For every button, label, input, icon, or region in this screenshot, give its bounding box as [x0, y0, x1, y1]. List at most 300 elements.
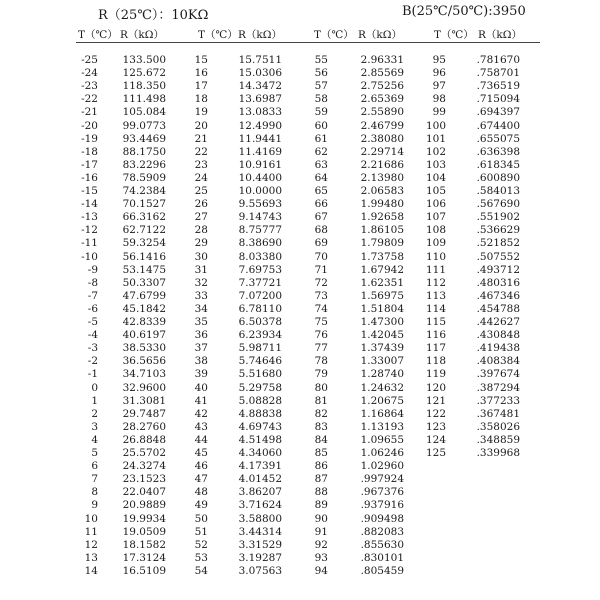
- resistance-cell: 1.73758: [360, 250, 404, 263]
- temp-cell: 68: [314, 224, 328, 237]
- temp-cell: 67: [314, 211, 328, 224]
- resistance-cell: 1.62351: [360, 276, 404, 289]
- temp-cell: 90: [314, 512, 328, 525]
- resistance-cell: 1.42045: [360, 329, 404, 342]
- temp-cell: 120: [425, 381, 446, 394]
- resistance-column-header: R（kΩ）: [478, 29, 522, 41]
- temp-cell: 73: [314, 289, 328, 302]
- resistance-cell: 25.5702: [122, 447, 166, 459]
- resistance-cell: .387294: [476, 381, 520, 394]
- resistance-cell: 111.498: [122, 93, 166, 106]
- temp-cell: 26: [194, 198, 208, 211]
- temp-cell: 71: [314, 263, 328, 276]
- temp-cell: 103: [425, 158, 446, 171]
- column-header-row: [0, 27, 600, 41]
- resistance-cell: .454788: [476, 302, 520, 315]
- resistance-cell: 78.5909: [122, 171, 166, 184]
- resistance-cell: .408384: [476, 355, 520, 368]
- resistance-cell: 2.46799: [360, 119, 404, 132]
- temp-cell: 14: [84, 564, 98, 577]
- resistance-cell: 1.51804: [360, 302, 404, 315]
- resistance-cell: 4.51498: [238, 433, 282, 446]
- resistance-cell: 4.17391: [238, 460, 282, 473]
- resistance-cell: 10.4400: [238, 171, 282, 184]
- temp-cell: 56: [314, 67, 328, 80]
- resistance-cell: .430848: [476, 329, 520, 342]
- temp-cell: 125: [425, 447, 446, 459]
- temp-cell: -25: [81, 54, 98, 66]
- resistance-cell: 1.33007: [360, 355, 404, 368]
- resistance-cell: 59.3254: [122, 237, 166, 250]
- resistance-cell: 4.34060: [238, 447, 282, 459]
- temp-cell: -7: [87, 289, 98, 302]
- temp-cell: -20: [81, 119, 98, 132]
- temp-cell: -9: [87, 263, 98, 276]
- temp-cell: 113: [425, 289, 446, 302]
- temp-cell: 45: [194, 447, 208, 459]
- temp-cell: 31: [194, 263, 208, 276]
- resistance-cell: .715094: [476, 93, 520, 106]
- temp-cell: 77: [314, 342, 328, 355]
- resistance-cell: 3.31529: [238, 538, 282, 551]
- resistance-cell: 26.8848: [122, 433, 166, 446]
- temp-cell: 53: [194, 551, 208, 564]
- temp-cell: 111: [425, 263, 446, 276]
- resistance-cell: 24.3274: [122, 460, 166, 473]
- temp-cell: 65: [314, 185, 328, 197]
- temp-cell: 99: [432, 106, 446, 119]
- temp-cell: 24: [194, 171, 208, 184]
- resistance-cell: 1.20675: [360, 394, 404, 407]
- resistance-cell: 8.03380: [238, 250, 282, 263]
- resistance-cell: 1.79809: [360, 237, 404, 250]
- resistance-cell: 2.65369: [360, 93, 404, 106]
- temp-cell: 10: [84, 512, 98, 525]
- resistance-cell: 18.1582: [122, 538, 166, 551]
- resistance-cell: .909498: [360, 512, 404, 525]
- resistance-cell: 3.07563: [238, 564, 282, 577]
- temp-cell: 91: [314, 525, 328, 538]
- temp-cell: 70: [314, 250, 328, 263]
- resistance-cell: 2.29714: [360, 145, 404, 158]
- temp-cell: 112: [425, 276, 446, 289]
- resistance-cell: 5.08828: [238, 394, 282, 407]
- temp-cell: 96: [432, 67, 446, 80]
- temp-cell: -8: [87, 276, 98, 289]
- temp-cell: 29: [194, 237, 208, 250]
- temp-cell: 1: [91, 394, 98, 407]
- resistance-cell: .377233: [476, 394, 520, 407]
- resistance-cell: 16.5109: [122, 564, 166, 577]
- resistance-cell: 3.71624: [238, 499, 282, 512]
- temp-cell: 37: [194, 342, 208, 355]
- temp-cell: 43: [194, 420, 208, 433]
- resistance-cell: 5.74646: [238, 355, 282, 368]
- resistance-cell: 93.4469: [122, 132, 166, 145]
- temp-cell: 97: [432, 80, 446, 93]
- temp-cell: 4: [91, 433, 98, 446]
- resistance-cell: 34.7103: [122, 368, 166, 381]
- temp-cell: 108: [425, 224, 446, 237]
- temp-cell: -24: [81, 67, 98, 80]
- resistance-cell: 99.0773: [122, 119, 166, 132]
- resistance-cell: 10.9161: [238, 158, 282, 171]
- temp-cell: 61: [314, 132, 328, 145]
- resistance-cell: 6.50378: [238, 316, 282, 328]
- temp-cell: 123: [425, 420, 446, 433]
- temp-cell: 92: [314, 538, 328, 551]
- resistance-cell: 12.4990: [238, 119, 282, 132]
- resistance-cell: 31.3081: [122, 394, 166, 407]
- temp-cell: 40: [194, 381, 208, 394]
- resistance-cell: .567690: [476, 198, 520, 211]
- temp-cell: 66: [314, 198, 328, 211]
- temp-cell: 9: [91, 499, 98, 512]
- resistance-cell: 7.37721: [238, 276, 282, 289]
- resistance-cell: .636398: [476, 145, 520, 158]
- temp-cell: 76: [314, 329, 328, 342]
- resistance-cell: 1.37439: [360, 342, 404, 355]
- temp-cell: 81: [314, 394, 328, 407]
- temp-cell: 82: [314, 407, 328, 420]
- temp-cell: 15: [194, 54, 208, 66]
- temp-cell: 101: [425, 132, 446, 145]
- temp-cell: -19: [81, 132, 98, 145]
- temp-cell: -21: [81, 106, 98, 119]
- temp-cell: -12: [81, 224, 98, 237]
- temp-cell: -11: [81, 237, 98, 250]
- temp-cell: 74: [314, 302, 328, 315]
- resistance-cell: 8.38690: [238, 237, 282, 250]
- temp-cell: 89: [314, 499, 328, 512]
- resistance-cell: .551902: [476, 211, 520, 224]
- resistance-cell: 105.084: [122, 106, 166, 119]
- temp-cell: 7: [91, 473, 98, 486]
- resistance-cell: .367481: [476, 407, 520, 420]
- resistance-cell: 1.99480: [360, 198, 404, 211]
- temp-cell: 116: [425, 329, 446, 342]
- temp-cell: 79: [314, 368, 328, 381]
- resistance-cell: 36.5656: [122, 355, 166, 368]
- resistance-cell: 118.350: [122, 80, 166, 93]
- temp-cell: 49: [194, 499, 208, 512]
- resistance-cell: 6.23934: [238, 329, 282, 342]
- resistance-cell: 88.1750: [122, 145, 166, 158]
- resistance-cell: .442627: [476, 316, 520, 328]
- temp-cell: 54: [194, 564, 208, 577]
- temp-cell: 107: [425, 211, 446, 224]
- resistance-column-header: R（kΩ）: [238, 29, 282, 41]
- temp-cell: 75: [314, 316, 328, 328]
- resistance-cell: 42.8339: [122, 316, 166, 328]
- resistance-cell: .521852: [476, 237, 520, 250]
- temp-cell: -14: [81, 198, 98, 211]
- resistance-cell: .419438: [476, 342, 520, 355]
- temp-cell: 114: [425, 302, 446, 315]
- resistance-cell: 2.75256: [360, 80, 404, 93]
- temp-cell: 23: [194, 158, 208, 171]
- temp-cell: 64: [314, 171, 328, 184]
- resistance-cell: 3.58800: [238, 512, 282, 525]
- temp-cell: 118: [425, 355, 446, 368]
- temp-cell: 62: [314, 145, 328, 158]
- resistance-cell: 19.0509: [122, 525, 166, 538]
- temp-cell: 27: [194, 211, 208, 224]
- temp-cell: 98: [432, 93, 446, 106]
- resistance-cell: .967376: [360, 486, 404, 499]
- temp-cell: 119: [425, 368, 446, 381]
- resistance-cell: 4.01452: [238, 473, 282, 486]
- resistance-cell: 1.24632: [360, 381, 404, 394]
- resistance-cell: 3.19287: [238, 551, 282, 564]
- resistance-column-header: R（kΩ）: [120, 29, 164, 41]
- resistance-cell: 66.3162: [122, 211, 166, 224]
- resistance-cell: 1.47300: [360, 316, 404, 328]
- temp-column-header: T（℃）: [198, 29, 238, 41]
- temp-cell: 28: [194, 224, 208, 237]
- resistance-cell: 50.3307: [122, 276, 166, 289]
- header-divider: [76, 42, 540, 43]
- temp-cell: 110: [425, 250, 446, 263]
- resistance-cell: 40.6197: [122, 329, 166, 342]
- temp-cell: 33: [194, 289, 208, 302]
- temp-cell: 95: [432, 54, 446, 66]
- temp-cell: 105: [425, 185, 446, 197]
- temp-cell: 100: [425, 119, 446, 132]
- resistance-cell: 2.96331: [360, 54, 404, 66]
- resistance-cell: .467346: [476, 289, 520, 302]
- resistance-cell: 47.6799: [122, 289, 166, 302]
- temp-cell: 2: [91, 407, 98, 420]
- temp-cell: 58: [314, 93, 328, 106]
- temp-cell: 57: [314, 80, 328, 93]
- beta-value-header: B(25℃/50℃):3950: [402, 4, 526, 19]
- resistance-cell: 62.7122: [122, 224, 166, 237]
- resistance-cell: 5.98711: [238, 342, 282, 355]
- resistance-cell: 11.9441: [238, 132, 282, 145]
- temp-cell: -17: [81, 158, 98, 171]
- temp-cell: 72: [314, 276, 328, 289]
- resistance-cell: .855630: [360, 538, 404, 551]
- temp-cell: -6: [87, 302, 98, 315]
- resistance-cell: 13.6987: [238, 93, 282, 106]
- temp-cell: 46: [194, 460, 208, 473]
- resistance-cell: .536629: [476, 224, 520, 237]
- temp-cell: 21: [194, 132, 208, 145]
- resistance-cell: 7.07200: [238, 289, 282, 302]
- temp-column-header: T（℃）: [78, 29, 118, 41]
- resistance-cell: 45.1842: [122, 302, 166, 315]
- resistance-cell: .600890: [476, 171, 520, 184]
- resistance-cell: 4.69743: [238, 420, 282, 433]
- temp-cell: 13: [84, 551, 98, 564]
- temp-cell: 0: [91, 381, 98, 394]
- resistance-cell: 1.16864: [360, 407, 404, 420]
- resistance-cell: 53.1475: [122, 263, 166, 276]
- resistance-cell: 56.1416: [122, 250, 166, 263]
- temp-cell: -3: [87, 342, 98, 355]
- resistance-cell: .358026: [476, 420, 520, 433]
- resistance-cell: 8.75777: [238, 224, 282, 237]
- temp-cell: 55: [314, 54, 328, 66]
- resistance-cell: 19.9934: [122, 512, 166, 525]
- temp-cell: 121: [425, 394, 446, 407]
- resistance-cell: .584013: [476, 185, 520, 197]
- resistance-cell: 1.09655: [360, 433, 404, 446]
- resistance-cell: 7.69753: [238, 263, 282, 276]
- resistance-cell: 5.51680: [238, 368, 282, 381]
- resistance-cell: .480316: [476, 276, 520, 289]
- temp-cell: 48: [194, 486, 208, 499]
- temp-cell: -4: [87, 329, 98, 342]
- temp-cell: 109: [425, 237, 446, 250]
- resistance-cell: 1.67942: [360, 263, 404, 276]
- temp-cell: 80: [314, 381, 328, 394]
- temp-cell: -16: [81, 171, 98, 184]
- resistance-cell: 29.7487: [122, 407, 166, 420]
- resistance-cell: 83.2296: [122, 158, 166, 171]
- temp-cell: 42: [194, 407, 208, 420]
- resistance-cell: .618345: [476, 158, 520, 171]
- temp-cell: 102: [425, 145, 446, 158]
- temp-cell: 50: [194, 512, 208, 525]
- temp-cell: -5: [87, 316, 98, 328]
- temp-cell: 51: [194, 525, 208, 538]
- temp-cell: 3: [91, 420, 98, 433]
- nominal-resistance-header: R（25℃）：10KΩ: [98, 8, 209, 23]
- temp-cell: 85: [314, 447, 328, 459]
- temp-cell: 16: [194, 67, 208, 80]
- temp-cell: 32: [194, 276, 208, 289]
- resistance-cell: 23.1523: [122, 473, 166, 486]
- temp-cell: 83: [314, 420, 328, 433]
- resistance-cell: 6.78110: [238, 302, 282, 315]
- temp-cell: 20: [194, 119, 208, 132]
- resistance-cell: .781670: [476, 54, 520, 66]
- resistance-cell: 32.9600: [122, 381, 166, 394]
- temp-cell: 93: [314, 551, 328, 564]
- temp-cell: 124: [425, 433, 446, 446]
- temp-cell: 36: [194, 329, 208, 342]
- resistance-cell: 11.4169: [238, 145, 282, 158]
- temp-cell: 6: [91, 460, 98, 473]
- temp-cell: 38: [194, 355, 208, 368]
- temp-cell: 41: [194, 394, 208, 407]
- resistance-cell: .655075: [476, 132, 520, 145]
- temp-cell: 34: [194, 302, 208, 315]
- temp-cell: 12: [84, 538, 98, 551]
- temp-cell: 8: [91, 486, 98, 499]
- temp-cell: -10: [81, 250, 98, 263]
- resistance-cell: 2.38080: [360, 132, 404, 145]
- resistance-cell: .694397: [476, 106, 520, 119]
- resistance-cell: 38.5330: [122, 342, 166, 355]
- resistance-cell: 20.9889: [122, 499, 166, 512]
- resistance-cell: 2.13980: [360, 171, 404, 184]
- temp-cell: -2: [87, 355, 98, 368]
- resistance-cell: .339968: [476, 447, 520, 459]
- temp-cell: 115: [425, 316, 446, 328]
- resistance-cell: 125.672: [122, 67, 166, 80]
- temp-cell: 35: [194, 316, 208, 328]
- temp-cell: 78: [314, 355, 328, 368]
- temp-cell: 88: [314, 486, 328, 499]
- temp-cell: 117: [425, 342, 446, 355]
- resistance-cell: .674400: [476, 119, 520, 132]
- resistance-cell: .997924: [360, 473, 404, 486]
- resistance-cell: 9.55693: [238, 198, 282, 211]
- resistance-cell: .397674: [476, 368, 520, 381]
- resistance-cell: 22.0407: [122, 486, 166, 499]
- resistance-cell: .805459: [360, 564, 404, 577]
- temp-cell: 18: [194, 93, 208, 106]
- resistance-cell: .493712: [476, 263, 520, 276]
- temp-cell: 30: [194, 250, 208, 263]
- resistance-cell: 5.29758: [238, 381, 282, 394]
- resistance-cell: .937916: [360, 499, 404, 512]
- resistance-cell: 1.28740: [360, 368, 404, 381]
- temp-cell: 11: [84, 525, 98, 538]
- resistance-cell: 1.86105: [360, 224, 404, 237]
- temp-cell: -22: [81, 93, 98, 106]
- temp-cell: 122: [425, 407, 446, 420]
- resistance-cell: 1.56975: [360, 289, 404, 302]
- resistance-cell: 70.1527: [122, 198, 166, 211]
- resistance-cell: 14.3472: [238, 80, 282, 93]
- temp-column-header: T（℃）: [314, 29, 354, 41]
- resistance-cell: .830101: [360, 551, 404, 564]
- resistance-cell: 2.55890: [360, 106, 404, 119]
- resistance-cell: 1.92658: [360, 211, 404, 224]
- resistance-cell: 2.21686: [360, 158, 404, 171]
- temp-cell: 86: [314, 460, 328, 473]
- temp-cell: 59: [314, 106, 328, 119]
- resistance-cell: 3.44314: [238, 525, 282, 538]
- resistance-cell: 28.2760: [122, 420, 166, 433]
- resistance-cell: 2.06583: [360, 185, 404, 197]
- resistance-cell: .758701: [476, 67, 520, 80]
- temp-cell: -1: [87, 368, 98, 381]
- resistance-column-header: R（kΩ）: [358, 29, 402, 41]
- temp-cell: 17: [194, 80, 208, 93]
- temp-cell: 19: [194, 106, 208, 119]
- resistance-cell: 17.3124: [122, 551, 166, 564]
- temp-cell: 94: [314, 564, 328, 577]
- resistance-cell: 10.0000: [238, 185, 282, 197]
- resistance-cell: 9.14743: [238, 211, 282, 224]
- resistance-cell: 1.02960: [360, 460, 404, 473]
- resistance-cell: 2.85569: [360, 67, 404, 80]
- temp-cell: 25: [194, 185, 208, 197]
- resistance-cell: .348859: [476, 433, 520, 446]
- resistance-cell: 1.06246: [360, 447, 404, 459]
- temp-cell: 52: [194, 538, 208, 551]
- resistance-cell: .882083: [360, 525, 404, 538]
- temp-column-header: T（℃）: [434, 29, 474, 41]
- resistance-cell: 133.500: [122, 54, 166, 66]
- temp-cell: -13: [81, 211, 98, 224]
- temp-cell: 60: [314, 119, 328, 132]
- resistance-cell: .507552: [476, 250, 520, 263]
- temp-cell: 39: [194, 368, 208, 381]
- resistance-cell: .736519: [476, 80, 520, 93]
- temp-cell: 84: [314, 433, 328, 446]
- resistance-cell: 4.88838: [238, 407, 282, 420]
- resistance-cell: 74.2384: [122, 185, 166, 197]
- temp-cell: 22: [194, 145, 208, 158]
- temp-cell: 63: [314, 158, 328, 171]
- temp-cell: 5: [91, 447, 98, 459]
